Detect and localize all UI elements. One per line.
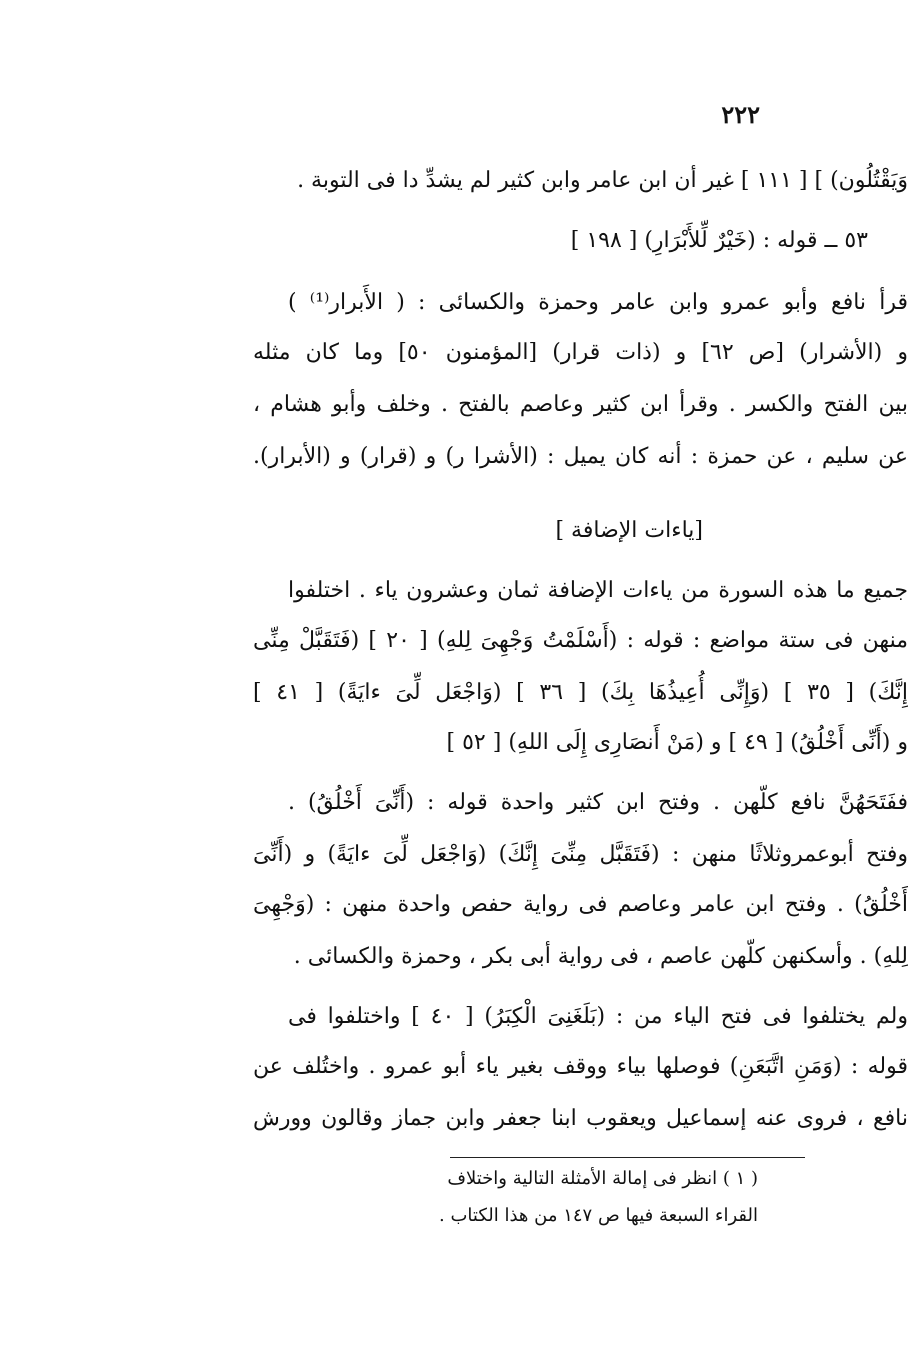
text-line: و (الأشرار) [ص ٦٢] و (ذات قرار) [المؤمنون ٥٠] وما كان مثله bbox=[253, 340, 908, 365]
text-line: نافع ، فروى عنه إسماعيل ويعقوب ابنا جعفر وابن جماز وقالون وورش bbox=[253, 1106, 908, 1131]
page-number: ٢٢٢ bbox=[721, 100, 760, 129]
section-heading: [ياءات الإضافة ] bbox=[555, 518, 703, 543]
text-line: بين الفتح والكسر . وقرأ ابن كثير وعاصم بالفتح . وخلف وأبو هشام ، bbox=[253, 392, 908, 417]
footnote-line: ( ١ ) انظر فى إمالة الأمثلة التالية واختلاف bbox=[447, 1168, 758, 1189]
verse-heading: ٥٣ ــ قوله : (خَيْرٌ لِّلأَبْرَارِ) [ ١٩٨ ] bbox=[570, 228, 868, 253]
text-line: لِلهِ) . وأسكنهن كلّهن عاصم ، فى رواية أبى بكر ، وحمزة والكسائى . bbox=[293, 944, 908, 969]
text-line: إِنَّكَ) [ ٣٥ ] (وَإِنِّى أُعِيذُهَا بِكَ) [ ٣٦ ] (وَاجْعَل لِّىَ ءايَةً) [ ٤١ ] bbox=[253, 680, 908, 705]
text-line: منهن فى ستة مواضع : قوله : (أَسْلَمْتُ وَجْهِىَ لِلهِ) [ ٢٠ ] (فَتَقَبَّلْ مِنِّى bbox=[253, 628, 908, 653]
text-line: و (أَنِّى أَخْلُقُ) [ ٤٩ ] و (مَنْ أَنصَارِى إِلَى اللهِ) [ ٥٢ ] bbox=[446, 730, 908, 755]
text-line: ولم يختلفوا فى فتح الياء من : (بَلَغَنِىَ الْكِبَرُ) [ ٤٠ ] واختلفوا فى bbox=[288, 1004, 908, 1029]
text-line: وَيَقْتُلُون) ] [ ١١١ ] غير أن ابن عامر وابن كثير لم يشدِّ دا فى التوبة . bbox=[297, 168, 908, 193]
text-line: قوله : (وَمَنِ اتَّبَعَنِ) فوصلها بياء ووقف بغير ياء أبو عمرو . واختُلف عن bbox=[253, 1054, 908, 1079]
text-line: ففَتَحَهُنَّ نافع كلّهن . وفتح ابن كثير واحدة قوله : (أَنِّىَ أَخْلُقُ) . bbox=[288, 790, 908, 815]
text-line: قرأ نافع وأبو عمرو وابن عامر وحمزة والكسائى : ( الأَبرار⁽¹⁾ ) bbox=[288, 290, 908, 315]
footnote-divider bbox=[450, 1157, 805, 1158]
text-line: وفتح أبوعمروثلاثًا منهن : (فَتَقَبَّل مِنِّىَ إِنَّكَ) (وَاجْعَل لِّىَ ءايَةً) و (أَنِّىَ bbox=[253, 842, 908, 867]
text-line: جميع ما هذه السورة من ياءات الإضافة ثمان وعشرون ياء . اختلفوا bbox=[288, 578, 908, 603]
text-line: عن سليم ، عن حمزة : أنه كان يميل : (الأشرا ر) و (قرار) و (الأبرار). bbox=[253, 444, 908, 469]
footnote-line: القراء السبعة فيها ص ١٤٧ من هذا الكتاب . bbox=[439, 1205, 758, 1226]
text-line: أَخْلُقُ) . وفتح ابن عامر وعاصم فى رواية حفص واحدة منهن : (وَجْهِىَ bbox=[253, 892, 908, 917]
